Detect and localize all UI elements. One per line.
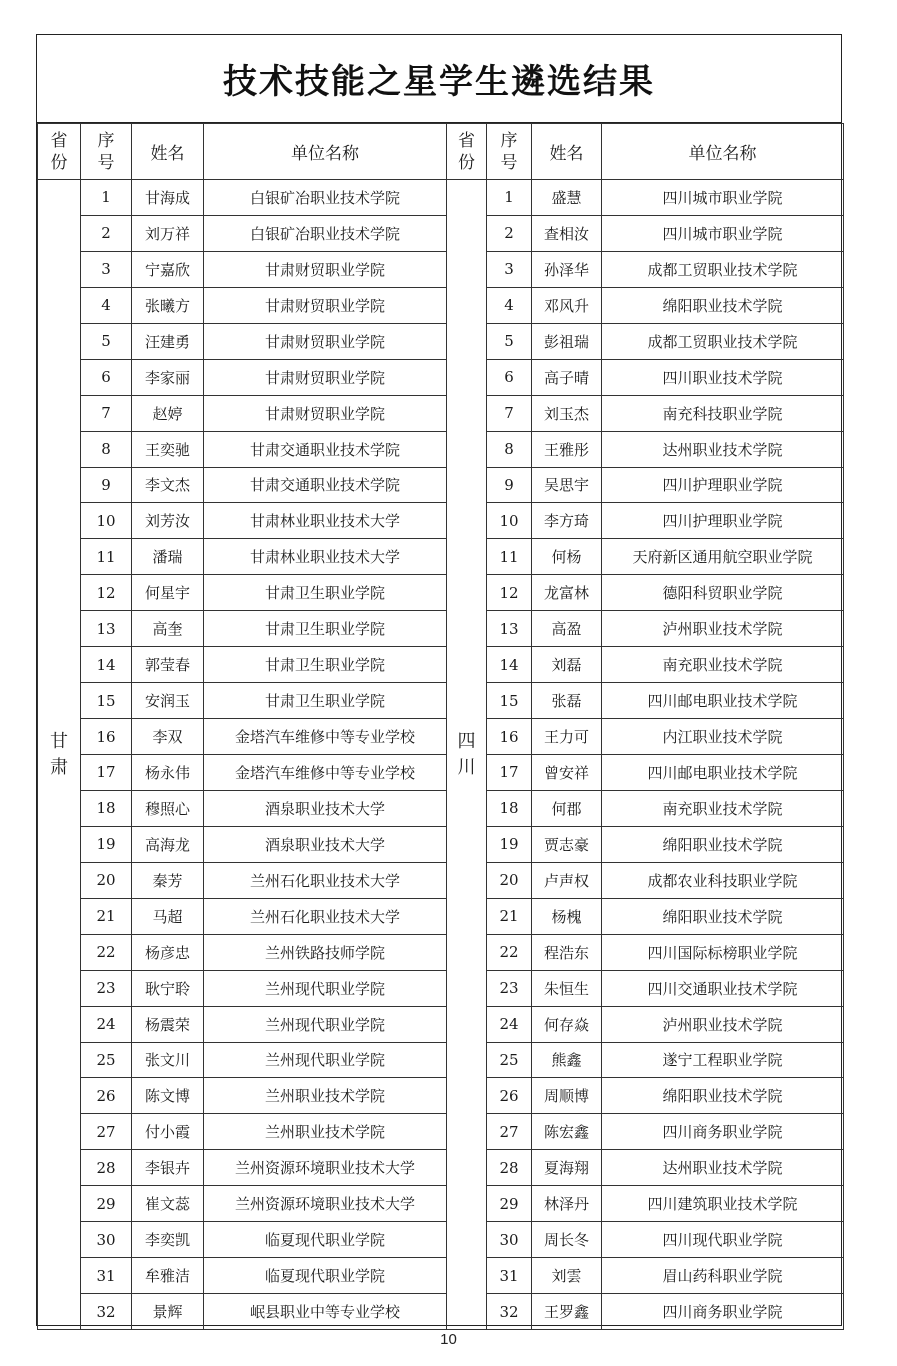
province-char: 肃	[50, 756, 68, 778]
seq-cell: 2	[81, 215, 132, 251]
table-row	[38, 755, 844, 791]
unit-cell: 白银矿冶职业技术学院	[204, 180, 447, 216]
seq-cell: 25	[81, 1042, 132, 1078]
seq-cell: 16	[81, 719, 132, 755]
unit-cell: 兰州现代职业学院	[204, 970, 447, 1006]
table-row	[38, 287, 844, 323]
header-seq-right: 序 号	[487, 124, 532, 180]
seq-cell: 23	[81, 970, 132, 1006]
name-cell: 宁嘉欣	[132, 251, 204, 287]
province-cell-right	[447, 180, 487, 1330]
name-cell: 杨震荣	[132, 1006, 204, 1042]
name-cell: 李方琦	[532, 503, 602, 539]
unit-cell: 甘肃卫生职业学院	[204, 611, 447, 647]
table-row	[38, 970, 844, 1006]
name-cell: 秦芳	[132, 862, 204, 898]
unit-cell: 四川商务职业学院	[602, 1294, 844, 1330]
unit-cell: 四川商务职业学院	[602, 1114, 844, 1150]
unit-cell: 四川护理职业学院	[602, 467, 844, 503]
name-cell: 熊鑫	[532, 1042, 602, 1078]
seq-cell: 1	[81, 180, 132, 216]
name-cell: 高子晴	[532, 359, 602, 395]
name-cell: 王雅彤	[532, 431, 602, 467]
name-cell: 张文川	[132, 1042, 204, 1078]
seq-cell: 32	[81, 1294, 132, 1330]
seq-cell: 19	[487, 826, 532, 862]
seq-cell: 1	[487, 180, 532, 216]
seq-cell: 15	[81, 683, 132, 719]
name-cell: 盛慧	[532, 180, 602, 216]
seq-cell: 12	[81, 575, 132, 611]
unit-cell: 甘肃财贸职业学院	[204, 359, 447, 395]
table-row	[38, 934, 844, 970]
unit-cell: 绵阳职业技术学院	[602, 1078, 844, 1114]
name-cell: 杨槐	[532, 898, 602, 934]
table-row	[38, 1150, 844, 1186]
unit-cell: 泸州职业技术学院	[602, 1006, 844, 1042]
seq-cell: 5	[81, 323, 132, 359]
table-row	[38, 1222, 844, 1258]
unit-cell: 甘肃交通职业技术学院	[204, 431, 447, 467]
unit-cell: 四川职业技术学院	[602, 359, 844, 395]
name-cell: 何郡	[532, 790, 602, 826]
table-row	[38, 539, 844, 575]
name-cell: 张磊	[532, 683, 602, 719]
name-cell: 杨彦忠	[132, 934, 204, 970]
name-cell: 何杨	[532, 539, 602, 575]
name-cell: 杨永伟	[132, 755, 204, 791]
unit-cell: 甘肃林业职业技术大学	[204, 503, 447, 539]
unit-cell: 甘肃交通职业技术学院	[204, 467, 447, 503]
unit-cell: 四川国际标榜职业学院	[602, 934, 844, 970]
seq-cell: 27	[81, 1114, 132, 1150]
unit-cell: 兰州现代职业学院	[204, 1042, 447, 1078]
seq-cell: 26	[487, 1078, 532, 1114]
province-char: 川	[457, 756, 476, 778]
name-cell: 王罗鑫	[532, 1294, 602, 1330]
province-char: 甘	[50, 730, 68, 752]
seq-cell: 22	[487, 934, 532, 970]
table-row	[38, 323, 844, 359]
unit-cell: 南充科技职业学院	[602, 395, 844, 431]
name-cell: 高海龙	[132, 826, 204, 862]
name-cell: 李文杰	[132, 467, 204, 503]
seq-cell: 4	[81, 287, 132, 323]
name-cell: 刘磊	[532, 647, 602, 683]
seq-cell: 9	[81, 467, 132, 503]
page-number: 10	[440, 1331, 457, 1348]
seq-cell: 11	[81, 539, 132, 575]
header-seq: 序 号	[81, 124, 132, 180]
seq-cell: 11	[487, 539, 532, 575]
seq-cell: 30	[81, 1222, 132, 1258]
unit-cell: 达州职业技术学院	[602, 1150, 844, 1186]
name-cell: 刘玉杰	[532, 395, 602, 431]
table-row	[38, 359, 844, 395]
seq-cell: 32	[487, 1294, 532, 1330]
seq-cell: 7	[487, 395, 532, 431]
unit-cell: 眉山药科职业学院	[602, 1258, 844, 1294]
name-cell: 刘雲	[532, 1258, 602, 1294]
unit-cell: 甘肃财贸职业学院	[204, 395, 447, 431]
seq-cell: 15	[487, 683, 532, 719]
title-bar	[37, 35, 841, 123]
seq-cell: 17	[81, 755, 132, 791]
unit-cell: 甘肃财贸职业学院	[204, 251, 447, 287]
seq-cell: 12	[487, 575, 532, 611]
name-cell: 汪建勇	[132, 323, 204, 359]
name-cell: 邓风升	[532, 287, 602, 323]
table-row	[38, 1006, 844, 1042]
seq-cell: 24	[81, 1006, 132, 1042]
seq-cell: 22	[81, 934, 132, 970]
table-row	[38, 1114, 844, 1150]
unit-cell: 天府新区通用航空职业学院	[602, 539, 844, 575]
unit-cell: 兰州石化职业技术大学	[204, 898, 447, 934]
unit-cell: 酒泉职业技术大学	[204, 790, 447, 826]
name-cell: 赵婷	[132, 395, 204, 431]
unit-cell: 兰州职业技术学院	[204, 1114, 447, 1150]
table-row	[38, 395, 844, 431]
seq-cell: 20	[81, 862, 132, 898]
seq-cell: 6	[81, 359, 132, 395]
name-cell: 王奕驰	[132, 431, 204, 467]
seq-cell: 10	[487, 503, 532, 539]
seq-cell: 31	[81, 1258, 132, 1294]
seq-cell: 18	[81, 790, 132, 826]
unit-cell: 金塔汽车维修中等专业学校	[204, 755, 447, 791]
unit-cell: 白银矿冶职业技术学院	[204, 215, 447, 251]
unit-cell: 甘肃卫生职业学院	[204, 647, 447, 683]
seq-cell: 18	[487, 790, 532, 826]
name-cell: 曾安祥	[532, 755, 602, 791]
table-row	[38, 180, 844, 216]
name-cell: 郭莹春	[132, 647, 204, 683]
unit-cell: 成都工贸职业技术学院	[602, 323, 844, 359]
results-table	[37, 123, 844, 1330]
table-row	[38, 431, 844, 467]
name-cell: 牟雅洁	[132, 1258, 204, 1294]
unit-cell: 甘肃卫生职业学院	[204, 575, 447, 611]
name-cell: 刘芳汝	[132, 503, 204, 539]
unit-cell: 甘肃林业职业技术大学	[204, 539, 447, 575]
seq-cell: 24	[487, 1006, 532, 1042]
seq-cell: 8	[487, 431, 532, 467]
unit-cell: 兰州资源环境职业技术大学	[204, 1150, 447, 1186]
name-cell: 陈文博	[132, 1078, 204, 1114]
table-row	[38, 683, 844, 719]
unit-cell: 绵阳职业技术学院	[602, 287, 844, 323]
name-cell: 程浩东	[532, 934, 602, 970]
unit-cell: 兰州职业技术学院	[204, 1078, 447, 1114]
table-row	[38, 251, 844, 287]
name-cell: 安润玉	[132, 683, 204, 719]
unit-cell: 酒泉职业技术大学	[204, 826, 447, 862]
unit-cell: 甘肃财贸职业学院	[204, 323, 447, 359]
name-cell: 周长冬	[532, 1222, 602, 1258]
header-row	[38, 124, 844, 180]
seq-cell: 7	[81, 395, 132, 431]
document-frame	[36, 34, 842, 1326]
name-cell: 朱恒生	[532, 970, 602, 1006]
unit-cell: 临夏现代职业学院	[204, 1222, 447, 1258]
name-cell: 彭祖瑞	[532, 323, 602, 359]
name-cell: 高盈	[532, 611, 602, 647]
unit-cell: 四川护理职业学院	[602, 503, 844, 539]
unit-cell: 德阳科贸职业学院	[602, 575, 844, 611]
name-cell: 周顺博	[532, 1078, 602, 1114]
table-row	[38, 862, 844, 898]
seq-cell: 30	[487, 1222, 532, 1258]
unit-cell: 南充职业技术学院	[602, 790, 844, 826]
unit-cell: 岷县职业中等专业学校	[204, 1294, 447, 1330]
unit-cell: 甘肃卫生职业学院	[204, 683, 447, 719]
seq-cell: 13	[81, 611, 132, 647]
table-row	[38, 215, 844, 251]
unit-cell: 甘肃财贸职业学院	[204, 287, 447, 323]
seq-cell: 13	[487, 611, 532, 647]
seq-cell: 4	[487, 287, 532, 323]
seq-cell: 28	[81, 1150, 132, 1186]
seq-cell: 23	[487, 970, 532, 1006]
unit-cell: 四川邮电职业技术学院	[602, 755, 844, 791]
seq-cell: 26	[81, 1078, 132, 1114]
header-unit: 单位名称	[204, 124, 447, 180]
name-cell: 付小霞	[132, 1114, 204, 1150]
unit-cell: 兰州铁路技师学院	[204, 934, 447, 970]
name-cell: 景辉	[132, 1294, 204, 1330]
table-row	[38, 647, 844, 683]
seq-cell: 17	[487, 755, 532, 791]
name-cell: 夏海翔	[532, 1150, 602, 1186]
seq-cell: 29	[81, 1186, 132, 1222]
name-cell: 甘海成	[132, 180, 204, 216]
seq-cell: 20	[487, 862, 532, 898]
header-province: 省 份	[38, 124, 81, 180]
unit-cell: 成都工贸职业技术学院	[602, 251, 844, 287]
name-cell: 张曦方	[132, 287, 204, 323]
header-province-right: 省 份	[447, 124, 487, 180]
seq-cell: 31	[487, 1258, 532, 1294]
unit-cell: 绵阳职业技术学院	[602, 898, 844, 934]
unit-cell: 四川邮电职业技术学院	[602, 683, 844, 719]
table-row	[38, 1258, 844, 1294]
name-cell: 刘万祥	[132, 215, 204, 251]
seq-cell: 21	[487, 898, 532, 934]
unit-cell: 遂宁工程职业学院	[602, 1042, 844, 1078]
name-cell: 李双	[132, 719, 204, 755]
name-cell: 马超	[132, 898, 204, 934]
name-cell: 李家丽	[132, 359, 204, 395]
name-cell: 何星宇	[132, 575, 204, 611]
name-cell: 崔文蕊	[132, 1186, 204, 1222]
table-row	[38, 790, 844, 826]
province-cell-left	[38, 180, 81, 1330]
unit-cell: 绵阳职业技术学院	[602, 826, 844, 862]
table-row	[38, 1294, 844, 1330]
unit-cell: 临夏现代职业学院	[204, 1258, 447, 1294]
table-row	[38, 467, 844, 503]
unit-cell: 四川建筑职业技术学院	[602, 1186, 844, 1222]
name-cell: 何存焱	[532, 1006, 602, 1042]
name-cell: 林泽丹	[532, 1186, 602, 1222]
table-row	[38, 1078, 844, 1114]
unit-cell: 南充职业技术学院	[602, 647, 844, 683]
seq-cell: 8	[81, 431, 132, 467]
table-row	[38, 826, 844, 862]
unit-cell: 成都农业科技职业学院	[602, 862, 844, 898]
unit-cell: 四川城市职业学院	[602, 180, 844, 216]
seq-cell: 3	[487, 251, 532, 287]
header-name: 姓名	[132, 124, 204, 180]
name-cell: 吴思宇	[532, 467, 602, 503]
seq-cell: 6	[487, 359, 532, 395]
name-cell: 高奎	[132, 611, 204, 647]
name-cell: 查相汝	[532, 215, 602, 251]
unit-cell: 兰州资源环境职业技术大学	[204, 1186, 447, 1222]
name-cell: 李奕凯	[132, 1222, 204, 1258]
name-cell: 耿宁聆	[132, 970, 204, 1006]
seq-cell: 28	[487, 1150, 532, 1186]
unit-cell: 兰州石化职业技术大学	[204, 862, 447, 898]
seq-cell: 9	[487, 467, 532, 503]
unit-cell: 内江职业技术学院	[602, 719, 844, 755]
name-cell: 孙泽华	[532, 251, 602, 287]
seq-cell: 29	[487, 1186, 532, 1222]
seq-cell: 10	[81, 503, 132, 539]
seq-cell: 3	[81, 251, 132, 287]
unit-cell: 四川现代职业学院	[602, 1222, 844, 1258]
unit-cell: 金塔汽车维修中等专业学校	[204, 719, 447, 755]
page-title: 技术技能之星学生遴选结果	[223, 62, 655, 102]
table-row	[38, 575, 844, 611]
seq-cell: 2	[487, 215, 532, 251]
seq-cell: 14	[81, 647, 132, 683]
header-unit-right: 单位名称	[602, 124, 844, 180]
name-cell: 陈宏鑫	[532, 1114, 602, 1150]
table-row	[38, 1186, 844, 1222]
table-row	[38, 719, 844, 755]
seq-cell: 27	[487, 1114, 532, 1150]
seq-cell: 25	[487, 1042, 532, 1078]
unit-cell: 四川交通职业技术学院	[602, 970, 844, 1006]
seq-cell: 5	[487, 323, 532, 359]
name-cell: 卢声权	[532, 862, 602, 898]
table-row	[38, 898, 844, 934]
table-row	[38, 503, 844, 539]
unit-cell: 达州职业技术学院	[602, 431, 844, 467]
table-row	[38, 611, 844, 647]
name-cell: 贾志豪	[532, 826, 602, 862]
seq-cell: 14	[487, 647, 532, 683]
name-cell: 穆照心	[132, 790, 204, 826]
unit-cell: 泸州职业技术学院	[602, 611, 844, 647]
name-cell: 潘瑞	[132, 539, 204, 575]
header-name-right: 姓名	[532, 124, 602, 180]
name-cell: 王力可	[532, 719, 602, 755]
seq-cell: 21	[81, 898, 132, 934]
unit-cell: 四川城市职业学院	[602, 215, 844, 251]
seq-cell: 19	[81, 826, 132, 862]
unit-cell: 兰州现代职业学院	[204, 1006, 447, 1042]
name-cell: 李银卉	[132, 1150, 204, 1186]
name-cell: 龙富林	[532, 575, 602, 611]
table-row	[38, 1042, 844, 1078]
province-char: 四	[457, 730, 476, 752]
seq-cell: 16	[487, 719, 532, 755]
